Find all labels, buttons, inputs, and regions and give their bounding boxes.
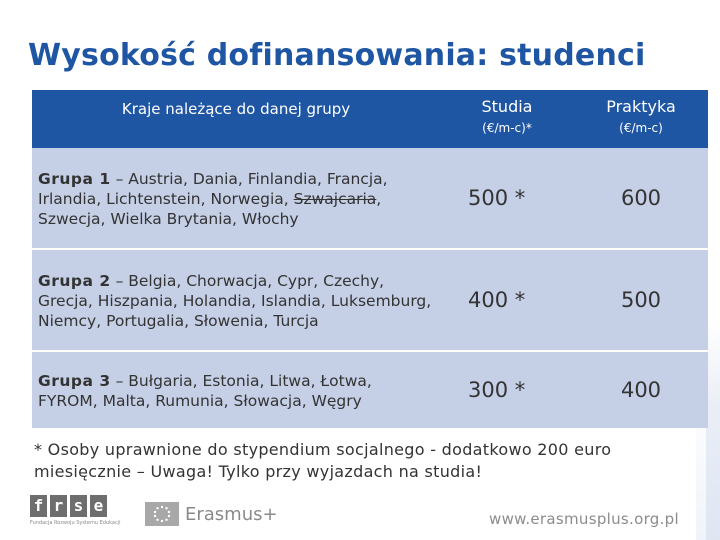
row-3-countries bbox=[32, 352, 440, 428]
row-1-praktyka: 600 bbox=[574, 148, 708, 248]
row-1-studia: 500 * bbox=[440, 148, 574, 248]
frse-letter: e bbox=[90, 495, 107, 517]
frse-caption: Fundacja Rozwoju Systemu Edukacji bbox=[30, 520, 121, 526]
erasmus-label: Erasmus+ bbox=[185, 503, 278, 525]
header-studia bbox=[440, 90, 574, 148]
eu-flag-icon bbox=[145, 502, 179, 526]
header-countries: Kraje należące do danej grupy bbox=[32, 90, 440, 148]
header-studia-label: Studia bbox=[481, 97, 533, 116]
row-1-countries bbox=[32, 148, 440, 248]
row-2-studia: 400 * bbox=[440, 250, 574, 350]
erasmus-logo bbox=[145, 500, 278, 528]
row-2-countries-text: – Belgia, Chorwacja, Cypr, Czechy, Grecja, Hiszpania, Holandia, Islandia, Luksemburg, Niemcy, Portugalia, Słowenia, Turcja bbox=[38, 272, 432, 330]
header-praktyka-unit: (€/m-c) bbox=[619, 121, 663, 135]
site-url: www.erasmusplus.org.pl bbox=[489, 510, 679, 528]
frse-letter: f bbox=[30, 495, 47, 517]
table-row bbox=[32, 352, 708, 428]
row-3-praktyka: 400 bbox=[574, 352, 708, 428]
frse-letter: s bbox=[70, 495, 87, 517]
frse-letter: r bbox=[50, 495, 67, 517]
row-2-countries bbox=[32, 250, 440, 350]
row-1-group: Grupa 1 bbox=[38, 170, 111, 188]
row-1-countries-text-end: , Szwecja, Wielka Brytania, Włochy bbox=[38, 190, 382, 228]
row-3-countries-text: – Bułgaria, Estonia, Litwa, Łotwa, FYROM, Malta, Rumunia, Słowacja, Węgry bbox=[38, 372, 372, 410]
table-header-row bbox=[32, 90, 708, 148]
header-studia-unit: (€/m-c)* bbox=[482, 121, 532, 135]
header-praktyka bbox=[574, 90, 708, 148]
decorative-edge bbox=[706, 320, 720, 540]
row-2-group: Grupa 2 bbox=[38, 272, 111, 290]
frse-logo bbox=[30, 495, 120, 531]
page-title: Wysokość dofinansowania: studenci bbox=[28, 38, 646, 73]
header-praktyka-label: Praktyka bbox=[606, 97, 676, 116]
funding-table bbox=[32, 90, 708, 428]
table-row bbox=[32, 250, 708, 350]
row-1-countries-strikethrough: Szwajcaria bbox=[293, 190, 377, 208]
row-2-praktyka: 500 bbox=[574, 250, 708, 350]
table-row bbox=[32, 148, 708, 248]
footnote: * Osoby uprawnione do stypendium socjalnego - dodatkowo 200 euro miesięcznie – Uwaga! Tylko przy wyjazdach na studia! bbox=[34, 440, 612, 481]
frse-logo-letters bbox=[30, 495, 120, 517]
row-3-group: Grupa 3 bbox=[38, 372, 111, 390]
row-1-countries-text: – Austria, Dania, Finlandia, Francja, Irlandia, Lichtenstein, Norwegia, bbox=[38, 170, 388, 208]
row-3-studia: 300 * bbox=[440, 352, 574, 428]
